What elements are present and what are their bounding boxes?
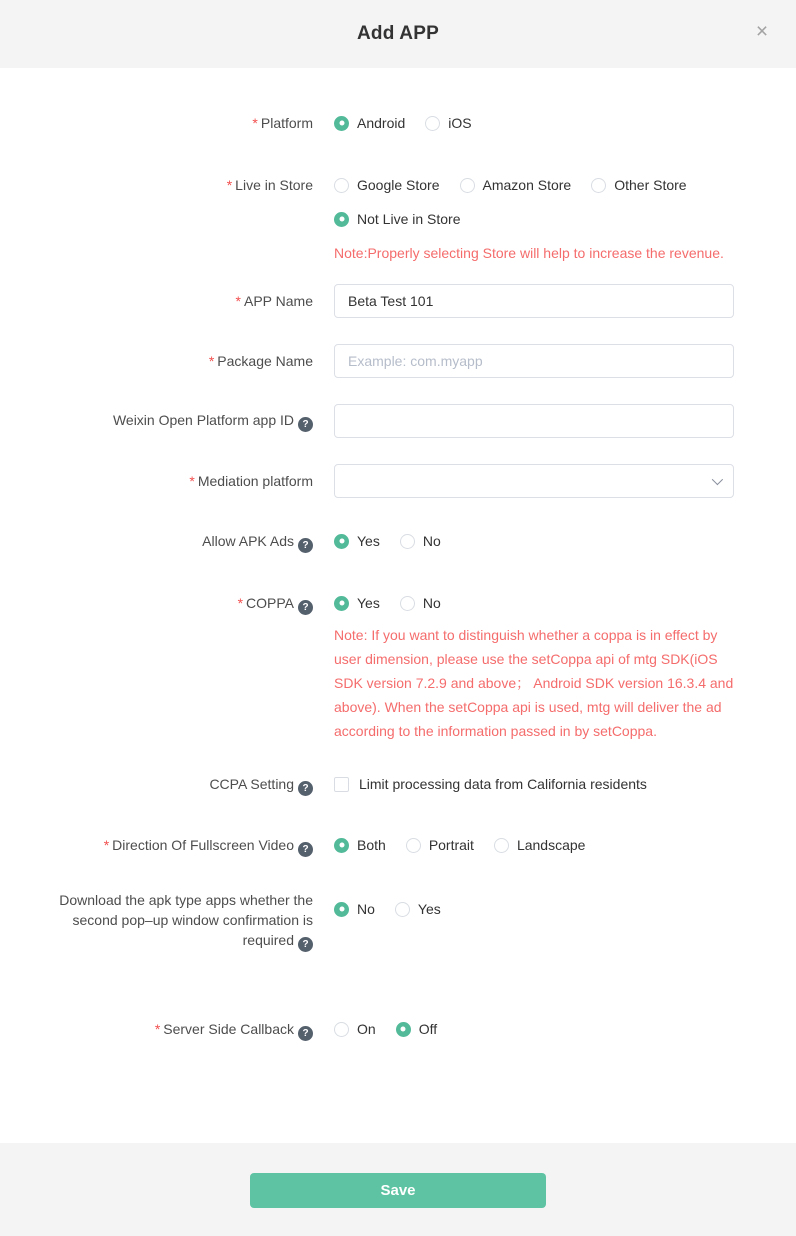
save-button[interactable]: Save bbox=[250, 1173, 546, 1208]
app-name-input[interactable] bbox=[334, 284, 734, 318]
radio-unchecked-icon bbox=[460, 178, 475, 193]
radio-checked-icon bbox=[396, 1022, 411, 1037]
server-side-callback-label: * Server Side Callback ? bbox=[0, 1019, 313, 1041]
required-asterisk: * bbox=[103, 837, 110, 853]
callback-option-off[interactable]: Off bbox=[396, 1021, 437, 1037]
apk-popup-option-no[interactable]: No bbox=[334, 901, 375, 917]
mediation-platform-label: * Mediation platform bbox=[189, 473, 313, 489]
platform-option-android[interactable]: Android bbox=[334, 115, 405, 131]
store-option-not-live[interactable]: Not Live in Store bbox=[334, 211, 461, 227]
app-name-field-row bbox=[0, 284, 796, 318]
mediation-platform-select[interactable] bbox=[334, 464, 734, 498]
help-icon[interactable]: ? bbox=[298, 600, 313, 615]
mediation-platform-field-row bbox=[0, 464, 796, 498]
radio-unchecked-icon bbox=[406, 838, 421, 853]
allow-apk-ads-option-no[interactable]: No bbox=[400, 533, 441, 549]
package-name-label: * Package Name bbox=[208, 353, 313, 369]
store-option-google[interactable]: Google Store bbox=[334, 177, 440, 193]
dialog-title: Add APP bbox=[357, 23, 439, 44]
app-name-label: * APP Name bbox=[235, 293, 313, 309]
radio-checked-icon bbox=[334, 212, 349, 227]
allow-apk-ads-option-yes[interactable]: Yes bbox=[334, 533, 380, 549]
package-name-field-row bbox=[0, 344, 796, 378]
platform-option-ios[interactable]: iOS bbox=[425, 115, 471, 131]
allow-apk-ads-field-row bbox=[0, 531, 796, 553]
help-icon[interactable]: ? bbox=[298, 781, 313, 796]
apk-popup-option-yes[interactable]: Yes bbox=[395, 901, 441, 917]
apk-second-popup-label: Download the apk type apps whether the second pop–up window confirmation is required ? bbox=[59, 892, 313, 950]
coppa-note: Note: If you want to distinguish whether a coppa is in effect by user dimension, please use the setCoppa api of mtg SDK(iOS SDK version 7.2.9 and above； Android SDK version 16.3.4 and above). When the setCoppa api is used, mtg will deliver the ad according to the information passed in by setCoppa. bbox=[334, 627, 734, 739]
direction-option-portrait[interactable]: Portrait bbox=[406, 837, 474, 853]
radio-unchecked-icon bbox=[400, 596, 415, 611]
checkbox-unchecked-icon bbox=[334, 777, 349, 792]
direction-option-both[interactable]: Both bbox=[334, 837, 386, 853]
store-option-other[interactable]: Other Store bbox=[591, 177, 686, 193]
radio-checked-icon bbox=[334, 534, 349, 549]
chevron-down-icon bbox=[712, 474, 723, 485]
live-in-store-field-row bbox=[0, 175, 796, 266]
radio-unchecked-icon bbox=[334, 1022, 349, 1037]
radio-checked-icon bbox=[334, 838, 349, 853]
direction-option-landscape[interactable]: Landscape bbox=[494, 837, 586, 853]
ccpa-setting-field-row bbox=[0, 774, 796, 796]
ccpa-setting-label: CCPA Setting ? bbox=[0, 774, 313, 796]
package-name-input[interactable] bbox=[334, 344, 734, 378]
required-asterisk: * bbox=[189, 473, 195, 489]
radio-checked-icon bbox=[334, 902, 349, 917]
radio-checked-icon bbox=[334, 116, 349, 131]
store-option-amazon[interactable]: Amazon Store bbox=[460, 177, 572, 193]
allow-apk-ads-label: Allow APK Ads ? bbox=[0, 531, 313, 553]
coppa-label: * COPPA ? bbox=[0, 593, 313, 615]
weixin-app-id-input[interactable] bbox=[334, 404, 734, 438]
add-app-form bbox=[0, 68, 796, 1143]
ccpa-limit-checkbox[interactable]: Limit processing data from California residents bbox=[334, 774, 647, 794]
radio-unchecked-icon bbox=[395, 902, 410, 917]
dialog-footer bbox=[0, 1143, 796, 1236]
help-icon[interactable]: ? bbox=[298, 842, 313, 857]
weixin-app-id-field-row bbox=[0, 404, 796, 438]
fullscreen-direction-field-row bbox=[0, 835, 796, 857]
apk-second-popup-field-row bbox=[0, 890, 796, 952]
weixin-app-id-label: Weixin Open Platform app ID ? bbox=[0, 410, 313, 432]
help-icon[interactable]: ? bbox=[298, 937, 313, 952]
radio-checked-icon bbox=[334, 596, 349, 611]
coppa-option-yes[interactable]: Yes bbox=[334, 595, 380, 611]
platform-label: * Platform bbox=[252, 115, 313, 131]
platform-field-row bbox=[0, 113, 796, 133]
close-icon[interactable]: × bbox=[750, 20, 774, 44]
required-asterisk: * bbox=[226, 177, 233, 193]
required-asterisk: * bbox=[235, 293, 241, 309]
radio-unchecked-icon bbox=[334, 178, 349, 193]
help-icon[interactable]: ? bbox=[298, 538, 313, 553]
coppa-option-no[interactable]: No bbox=[400, 595, 441, 611]
radio-unchecked-icon bbox=[400, 534, 415, 549]
dialog-header bbox=[0, 0, 796, 68]
fullscreen-direction-label: * Direction Of Fullscreen Video ? bbox=[0, 835, 313, 857]
callback-option-on[interactable]: On bbox=[334, 1021, 376, 1037]
store-note: Note:Properly selecting Store will help to increase the revenue. bbox=[334, 245, 724, 261]
server-side-callback-field-row bbox=[0, 1019, 796, 1041]
required-asterisk: * bbox=[252, 115, 258, 131]
radio-unchecked-icon bbox=[494, 838, 509, 853]
coppa-field-row bbox=[0, 593, 796, 743]
required-asterisk: * bbox=[154, 1021, 161, 1037]
required-asterisk: * bbox=[237, 595, 244, 611]
help-icon[interactable]: ? bbox=[298, 1026, 313, 1041]
radio-unchecked-icon bbox=[591, 178, 606, 193]
live-in-store-label: * Live in Store bbox=[226, 177, 313, 193]
help-icon[interactable]: ? bbox=[298, 417, 313, 432]
required-asterisk: * bbox=[208, 353, 215, 369]
radio-unchecked-icon bbox=[425, 116, 440, 131]
